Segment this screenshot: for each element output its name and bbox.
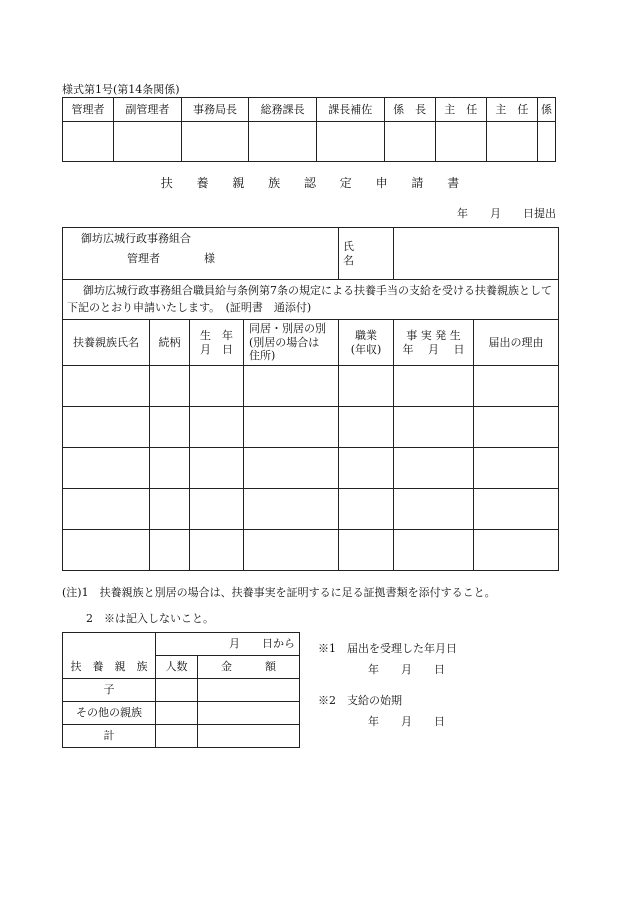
other-label: その他の親族 [63, 702, 156, 725]
approval-header: 管理者 [63, 98, 114, 122]
col-reason: 届出の理由 [474, 320, 559, 366]
other-count[interactable] [156, 702, 198, 725]
stamp-box[interactable] [316, 122, 384, 162]
col-birth: 生 年 月 日 [190, 320, 244, 366]
other-amount[interactable] [198, 702, 300, 725]
col-job: 職業 (年収) [339, 320, 394, 366]
col-name: 扶養親族氏名 [63, 320, 150, 366]
stamp-box[interactable] [114, 122, 182, 162]
cell-relation[interactable] [150, 489, 190, 530]
remark-2-date: 年 月 日 [368, 715, 445, 728]
col-living: 同居・別居の別 (別居の場合は 住所) [244, 320, 339, 366]
cell-job[interactable] [339, 489, 394, 530]
cell-name[interactable] [63, 366, 150, 407]
cell-relation[interactable] [150, 366, 190, 407]
cell-birth[interactable] [190, 448, 244, 489]
cell-fact[interactable] [394, 366, 474, 407]
cell-birth[interactable] [190, 407, 244, 448]
cell-reason[interactable] [474, 366, 559, 407]
document-title: 扶 養 親 族 認 定 申 請 書 [160, 176, 470, 190]
cell-living[interactable] [244, 407, 339, 448]
cell-living[interactable] [244, 530, 339, 571]
applicant-name-field[interactable] [394, 228, 559, 280]
col-fact: 事 実 発 生 年 月 日 [394, 320, 474, 366]
application-table [62, 227, 559, 571]
table-row [63, 407, 559, 448]
request-text: 御坊広城行政事務組合職員給与条例第7条の規定による扶養手当の支給を受ける扶養親族として下記のとおり申請いたします。 (証明書 通添付) [63, 280, 559, 320]
note-2: 2 ※は記入しないこと。 [86, 612, 214, 625]
table-row [63, 448, 559, 489]
cell-relation[interactable] [150, 448, 190, 489]
table-row [63, 489, 559, 530]
count-label: 人数 [156, 656, 198, 679]
approval-header: 係 [537, 98, 555, 122]
cell-job[interactable] [339, 448, 394, 489]
total-label: 計 [63, 725, 156, 748]
cell-reason[interactable] [474, 489, 559, 530]
child-count[interactable] [156, 679, 198, 702]
cell-name[interactable] [63, 448, 150, 489]
table-row [63, 530, 559, 571]
approval-header: 係 長 [384, 98, 435, 122]
stamp-box[interactable] [537, 122, 555, 162]
cell-reason[interactable] [474, 530, 559, 571]
cell-fact[interactable] [394, 448, 474, 489]
cell-living[interactable] [244, 366, 339, 407]
cell-name[interactable] [63, 530, 150, 571]
approval-table [62, 97, 556, 162]
stamp-box[interactable] [435, 122, 486, 162]
remark-2-label: ※2 支給の始期 [318, 694, 402, 707]
remark-1-label: ※1 届出を受理した年月日 [318, 642, 457, 655]
approval-header: 事務局長 [181, 98, 249, 122]
cell-fact[interactable] [394, 530, 474, 571]
dependents-label: 扶 養 親 族 [63, 633, 156, 679]
cell-job[interactable] [339, 366, 394, 407]
stamp-box[interactable] [249, 122, 317, 162]
child-label: 子 [63, 679, 156, 702]
cell-name[interactable] [63, 407, 150, 448]
approval-header: 主 任 [486, 98, 537, 122]
cell-living[interactable] [244, 448, 339, 489]
addressee-cell [63, 228, 339, 280]
cell-living[interactable] [244, 489, 339, 530]
table-row [63, 366, 559, 407]
approval-header: 課長補佐 [316, 98, 384, 122]
name-label: 氏 名 [339, 228, 394, 280]
total-count[interactable] [156, 725, 198, 748]
allowance-table [62, 632, 300, 748]
col-relation: 続柄 [150, 320, 190, 366]
addressee-org: 御坊広城行政事務組合 [81, 232, 191, 245]
cell-name[interactable] [63, 489, 150, 530]
cell-birth[interactable] [190, 530, 244, 571]
amount-label: 金 額 [198, 656, 300, 679]
stamp-box[interactable] [486, 122, 537, 162]
remark-1-date: 年 月 日 [368, 663, 445, 676]
approval-header: 副管理者 [114, 98, 182, 122]
cell-relation[interactable] [150, 530, 190, 571]
cell-reason[interactable] [474, 448, 559, 489]
approval-header: 総務課長 [249, 98, 317, 122]
stamp-box[interactable] [384, 122, 435, 162]
stamp-box[interactable] [63, 122, 114, 162]
submission-date: 年 月 日提出 [457, 207, 556, 220]
addressee-manager: 管理者 様 [127, 251, 215, 265]
cell-fact[interactable] [394, 407, 474, 448]
cell-fact[interactable] [394, 489, 474, 530]
total-amount[interactable] [198, 725, 300, 748]
form-number: 様式第1号(第14条関係) [62, 83, 180, 96]
cell-birth[interactable] [190, 489, 244, 530]
from-label: 月 日から [156, 633, 300, 656]
cell-relation[interactable] [150, 407, 190, 448]
stamp-box[interactable] [181, 122, 249, 162]
child-amount[interactable] [198, 679, 300, 702]
cell-job[interactable] [339, 530, 394, 571]
cell-job[interactable] [339, 407, 394, 448]
cell-reason[interactable] [474, 407, 559, 448]
approval-header: 主 任 [435, 98, 486, 122]
cell-birth[interactable] [190, 366, 244, 407]
note-1: (注)1 扶養親族と別居の場合は、扶養事実を証明するに足る証拠書類を添付すること。 [62, 586, 496, 599]
